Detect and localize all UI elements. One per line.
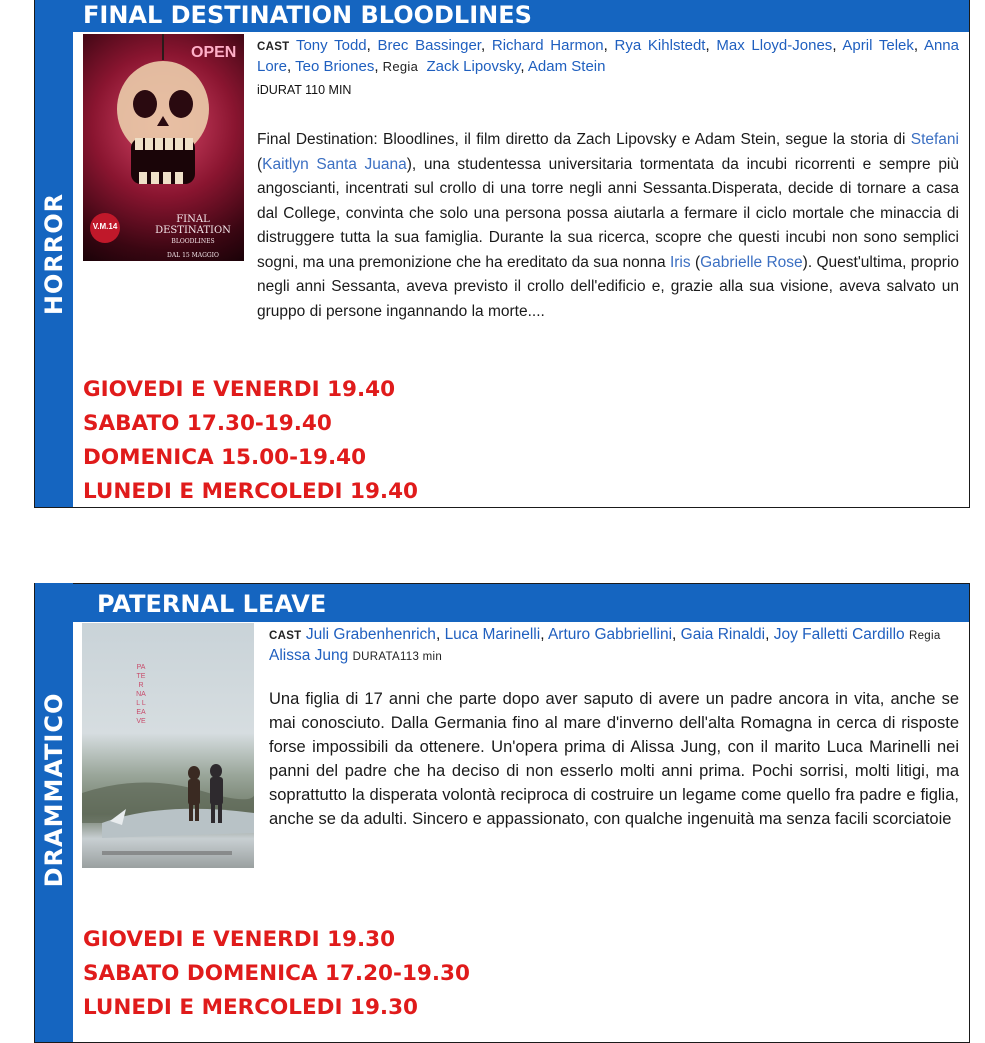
character-link[interactable]: Iris <box>669 253 691 271</box>
poster-vertical-title: PATERNAL LEAVE <box>136 664 146 725</box>
genre-label: HORROR <box>40 192 68 315</box>
showtime-row: GIOVEDI E VENERDI 19.30 <box>83 927 396 952</box>
showtime-row: LUNEDI E MERCOLEDI 19.40 <box>83 479 418 504</box>
character-link[interactable]: Stefani <box>910 131 959 148</box>
cast-info: CAST Juli Grabenhenrich, Luca Marinelli, Arturo Gabbriellini, Gaia Rinaldi, Joy Falletti Cardillo Regia Alissa Jung DURATA113 min <box>269 626 941 664</box>
cast-member[interactable]: Teo Briones <box>295 58 375 75</box>
neon-sign-text: OPEN <box>191 44 237 61</box>
showtime-row: DOMENICA 15.00-19.40 <box>83 445 367 470</box>
cast-member[interactable]: Luca Marinelli <box>444 626 541 643</box>
cast-member[interactable]: Tony Todd <box>295 37 367 54</box>
showtime-row: SABATO 17.30-19.40 <box>83 411 332 436</box>
actor-link[interactable]: Gabrielle Rose <box>700 253 803 271</box>
film-card-paternal-leave <box>34 583 970 1043</box>
actor-link[interactable]: Kaitlyn Santa Juana <box>262 155 407 173</box>
cast-member[interactable]: Arturo Gabbriellini <box>547 626 673 643</box>
film-title: FINAL DESTINATION BLOODLINES <box>73 0 969 32</box>
showtime-row: SABATO DOMENICA 17.20-19.30 <box>83 961 470 986</box>
cast-info: CAST Tony Todd, Brec Bassinger, Richard Harmon, Rya Kihlstedt, Max Lloyd-Jones, April Telek, Anna Lore, Teo Briones, Regia Zack Lipovsky, Adam Stein <box>257 37 959 75</box>
plot-text: Final Destination: Bloodlines, il film diretto da Zach Lipovsky e Adam Stein, segue la storia di Stefani (Kaitlyn Santa Juana), una studentessa universitaria tormentata da incubi ricorrenti e sempre più angoscianti, incentrati sul crollo di una torre negli anni Sessanta.Disperata, decide di tornare a casa dal College, convinta che solo una persona possa aiutarla a fermare il ciclo mortale che minaccia di distruggere tutta la sua famiglia. Durante la sua ricerca, scopre che questi incubi non sono semplici sogni, ma una premonizione che ha ereditato da sua nonna Iris (Gabrielle Rose). Quest'ultima, proprio negli anni Sessanta, aveva previsto il crollo dell'edificio e, grazie alla sua visione, aveva salvato un gruppo di persone ingannando la morte.... <box>257 131 960 320</box>
cast-member[interactable]: Max Lloyd-Jones <box>716 37 833 54</box>
director-label: Regia <box>908 630 941 642</box>
director[interactable]: Adam Stein <box>527 58 606 75</box>
cast-member[interactable]: Brec Bassinger <box>377 37 481 54</box>
director-label: Regia <box>382 59 419 74</box>
cast-label: CAST <box>257 41 290 53</box>
cast-member[interactable]: Anna Lore <box>257 37 959 75</box>
director[interactable]: Alissa Jung <box>269 647 349 664</box>
showtime-row: GIOVEDI E VENERDI 19.40 <box>83 377 396 402</box>
cast-member[interactable]: Richard Harmon <box>491 37 604 54</box>
director[interactable]: Zack Lipovsky <box>426 58 521 75</box>
age-badge: V.M.14 <box>92 222 118 231</box>
film-poster[interactable] <box>83 34 244 261</box>
showtime-row: LUNEDI E MERCOLEDI 19.30 <box>83 995 418 1020</box>
genre-label: DRAMMATICO <box>40 692 68 887</box>
cast-member[interactable]: Rya Kihlstedt <box>614 37 706 54</box>
cast-member[interactable]: Juli Grabenhenrich <box>305 626 436 643</box>
poster-title: FINAL DESTINATION BLOODLINES DAL 15 MAGGIO <box>155 214 231 259</box>
plot-text: Una figlia di 17 anni che parte dopo aver saputo di avere un padre ancora in vita, anche se mai conosciuto. Dalla Germania fino al mare d'inverno dell'alta Romagna in cerca di risposte forse impossibili da ottenere. Un'opera prima di Alissa Jung, con il marito Luca Marinelli nei panni del padre che ha deciso di non esserlo molti anni prima. Pochi sorrisi, molti litigi, ma soprattutto la disperata volontà reciproca di costruire un legame come quello fra padre e figlia, anche se da adulti. Sincero e appassionato, con qualche ingenuità ma senza facili scorciatoie <box>269 690 959 828</box>
film-poster[interactable] <box>82 623 254 868</box>
cast-member[interactable]: Gaia Rinaldi <box>680 626 766 643</box>
genre-sidebar <box>35 583 73 1042</box>
showtimes <box>83 923 470 1025</box>
showtimes <box>83 373 418 509</box>
duration: iDURAT 110 MIN <box>257 83 352 97</box>
genre-sidebar <box>35 0 73 507</box>
cast-member[interactable]: April Telek <box>842 37 914 54</box>
film-poster-photo <box>82 623 254 868</box>
film-card-final-destination <box>34 0 970 508</box>
duration: DURATA113 min <box>352 651 443 663</box>
cast-label: CAST <box>269 630 302 642</box>
film-title: PATERNAL LEAVE <box>73 583 969 622</box>
cast-member[interactable]: Joy Falletti Cardillo <box>773 626 905 643</box>
